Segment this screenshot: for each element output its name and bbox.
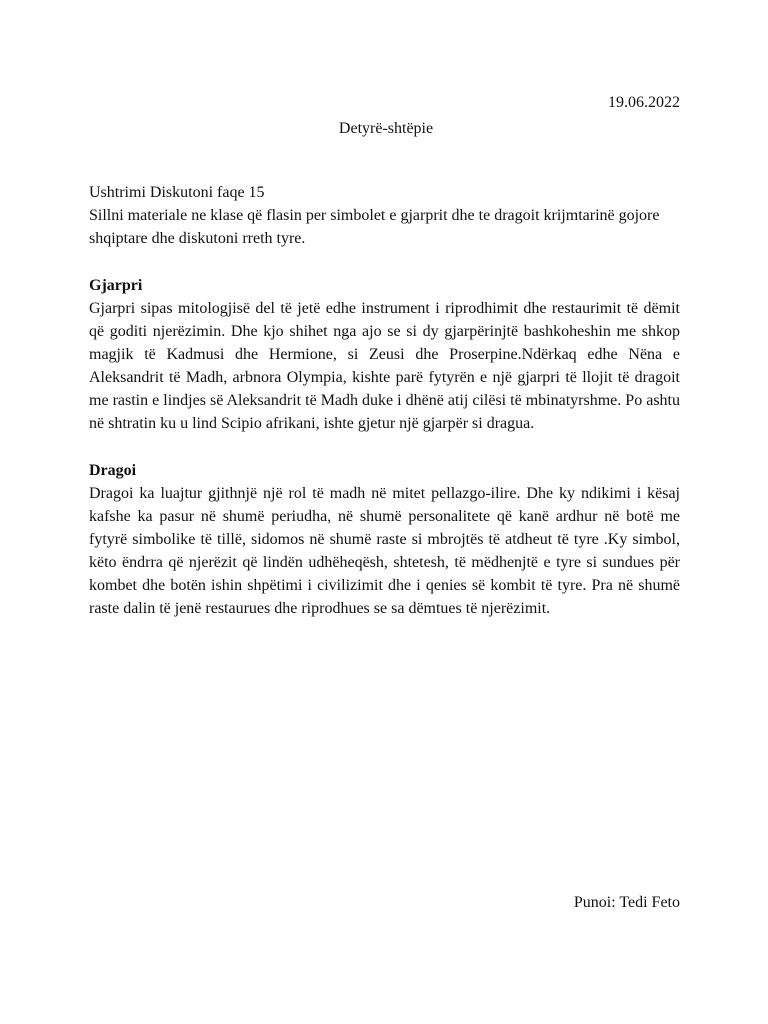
- section-heading: Gjarpri: [89, 277, 143, 294]
- section-heading: Dragoi: [89, 462, 137, 479]
- exercise-heading: Ushtrimi Diskutoni faqe 15: [89, 184, 265, 201]
- section-dragoi: [89, 459, 680, 620]
- document-title: Detyrë-shtëpie: [338, 120, 434, 137]
- section-body: Gjarpri sipas mitologjisë del të jetë edhe instrument i riprodhimit dhe restaurimit të dëmit që goditi njerëzimin. Dhe kjo shihet nga ajo se si dy gjarpërinjtë bashkoheshin me shkop magjik të Kadmusi dhe Hermione, si Zeusi dhe Proserpine.Ndërkaq edhe Nëna e Aleksandrit të Madh, arbnora Olympia, kishte parë fytyrën e një gjarpri të llojit të dragoit me rastin e lindjes së Aleksandrit të Madh duke i dhënë atij cilësi të mbinatyrshme. Po ashtu në shtratin ku u lind Scipio afrikani, ishte gjetur një gjarpër si dragua.: [89, 300, 680, 432]
- section-gjarpri: [89, 274, 680, 435]
- exercise-instruction: Sillni materiale ne klase që flasin per simbolet e gjarprit dhe te dragoit krijmtarinë gojore shqiptare dhe diskutoni rreth tyre.: [89, 207, 660, 247]
- document-date: 19.06.2022: [608, 94, 680, 111]
- section-body: Dragoi ka luajtur gjithnjë një rol të madh në mitet pellazgo-ilire. Dhe ky ndikimi i kësaj kafshe ka pasur në shumë periudha, në shumë personalitete që kanë ardhur në botë me fytyrë simbolike të tillë, sidomos në shumë raste si mbrojtës të atdheut të tyre .Ky simbol, këto ëndrra që njerëzit që lindën udhëheqësh, shtetesh, të mëdhenjtë e tyre si sundues për kombet dhe botën ishin shpëtimi i civilizimit dhe i qenies së kombit të tyre. Pra në shumë raste dalin të jenë restaurues dhe riprodhues se sa dëmtues të njerëzimit.: [89, 485, 680, 617]
- author-signature: Punoi: Tedi Feto: [573, 894, 680, 911]
- exercise-block: [89, 181, 680, 250]
- document-content: [89, 181, 680, 620]
